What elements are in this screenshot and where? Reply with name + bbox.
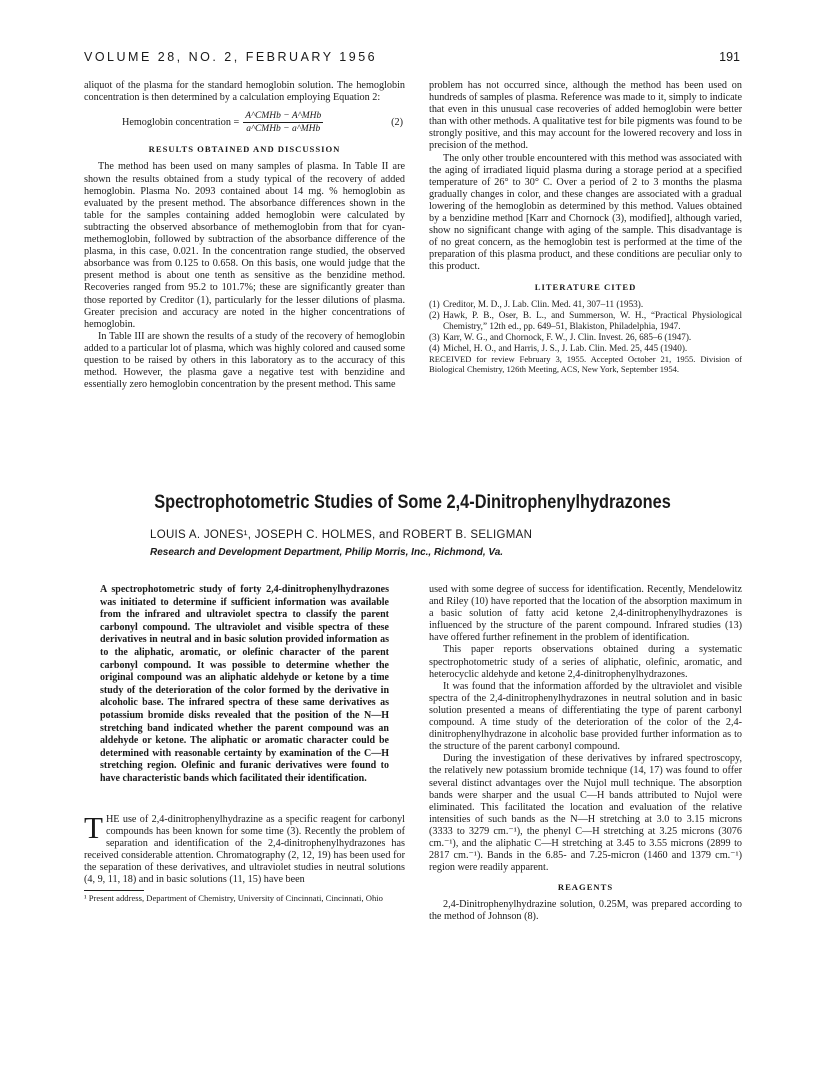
equation-lhs: Hemoglobin concentration = <box>122 116 240 128</box>
equation-2 <box>84 110 405 135</box>
received-note: RECEIVED for review February 3, 1955. Accepted October 21, 1955. Division of Biological Chemistry, 126th Meeting, ACS, New York, September 1954. <box>429 353 742 375</box>
paragraph: The method has been used on many samples of plasma. In Table II are shown the results obtained from a study typical of the recovery of added hemoglobin. Plasma No. 2093 contained about 14 mg. % hemoglobin as evaluated by the present method. The absorbance differences shown in the table for the samples containing added hemoglobin were calculated by subtracting the observed absorbance of methemoglobin from that for cyan-methemoglobin, followed by subtraction of the absorbance difference of the plasma, in this case, 0.021. In the concentration range studied, the observed absorbance was from 0.125 to 0.658. On this basis, one would judge that the present method is about one tenth as sensitive as the benzidine method. Recoveries ranged from 95.2 to 101.7%; these are significantly greater than those reported by Creditor (1), particularly for the lesser dilutions of plasma. Greater precision and accuracy are noted in the higher concentrations of hemoglobin. <box>84 161 405 330</box>
equation-fraction <box>243 110 323 135</box>
abstract: A spectrophotometric study of forty 2,4-dinitrophenylhydrazones was initiated to determine if sufficient information was available from the infrared and ultraviolet spectra to classify the parent carbonyl compound. The ultraviolet and visible spectra of these derivatives in neutral and in basic solution provided information as to the aliphatic, aromatic, or olefinic character of the parent carbonyl compound. It was possible to determine whether the original compound was an aliphatic aldehyde or ketone by a time study of the deterioration of the color formed by the derivative in alcoholic base. The infrared spectra of these same derivatives as potassium bromide disks revealed that the position of the N—H stretching band indicated whether the parent compound was an aldehyde or ketone. The aliphatic or aromatic character could be determined with reasonable certainty by examination of the C—H stretching region. Olefinic and furanic derivatives were found to have characteristic bands which facilitated their identification. <box>100 584 389 784</box>
section-heading: RESULTS OBTAINED AND DISCUSSION <box>148 144 341 155</box>
introduction-paragraph: THE use of 2,4-dinitrophenylhydrazine as a specific reagent for carbonyl compounds has been known for some time (3). Recently the problem of separation and identification of the 2,4-dinitrophenylhydrazones has received considerable attention. Chromatography (2, 12, 19) has been used for the separation of these derivatives, and ultraviolet studies in neutral solutions (4, 9, 11, 18) and in basic solutions (11, 15) have been <box>84 809 405 885</box>
running-title: VOLUME 28, NO. 2, FEBRUARY 1956 <box>84 50 378 64</box>
footnote: ¹ Present address, Department of Chemistry, University of Cincinnati, Cincinnati, Ohio <box>84 893 383 904</box>
reference-item: (3) Karr, W. G., and Chornock, F. W., J. Clin. Invest. 26, 685–6 (1947). <box>429 331 692 342</box>
paragraph: The only other trouble encountered with this method was associated with the aging of irradiated liquid plasma during a storage period at a specified temperature of 26° to 30° C. Over a period of 2 to 3 months the plasma gradually changes in color, and these changes are associated with a gradual lowering of the hemoglobin as determined by this method. Values obtained by a benzidine method [Karr and Chornock (3), modified], although varied, show no significant change with aging of the sample. This disadvantage is of no great concern, as the hemoglobin test is performed at the time of the preparation of this plasma product, and these conditions are peculiar only to this product. <box>429 152 742 273</box>
paragraph: used with some degree of success for identification. Recently, Mendelowitz and Riley (10) have reported that the location of the absorption maximum in a basic solution of fatty acid ketone 2,4-dinitrophenylhydrazones is influenced by the structure of the parent compound. Infrared studies (13) have offered further refinement in the problem of identification. <box>429 584 742 644</box>
equation-numerator: A^CMHb − A^MHb <box>243 110 323 123</box>
running-header <box>84 50 740 64</box>
paragraph: aliquot of the plasma for the standard hemoglobin solution. The hemoglobin concentration is then determined by a calculation employing Equation 2: <box>84 80 405 104</box>
paragraph: 2,4-Dinitrophenylhydrazine solution, 0.25M, was prepared according to the method of Johnson (8). <box>429 899 742 923</box>
reference-item: (2) Hawk, P. B., Oser, B. L., and Summerson, W. H., “Practical Physiological Chemistry,” 12th ed., pp. 649–51, Blakiston, Philadelphia, 1947. <box>429 309 742 331</box>
equation-number: (2) <box>391 116 403 128</box>
paragraph: This paper reports observations obtained during a systematic spectrophotometric study of a series of aliphatic, olefinic, aromatic, and heterocyclic aldehyde and ketone 2,4-dinitrophenylhydrazones. <box>429 644 742 680</box>
paragraph: problem has not occurred since, although the method has been used on hundreds of samples of plasma. Reference was made to it, simply to indicate that even in this unusual case recoveries of added hemoglobin were better than with other methods. A qualitative test for bile pigments was found to be strongly positive, and this may account for the lowered recovery and loss in precision of the method. <box>429 80 742 152</box>
paragraph: In Table III are shown the results of a study of the recovery of hemoglobin added to a particular lot of plasma, which was highly colored and caused some question to be raised by others in this laboratory as to the accuracy of this method. However, the plasma gave a negative test with benzidine and essentially zero hemoglobin concentration by the present method. This same <box>84 330 405 391</box>
reference-item: (1) Creditor, M. D., J. Lab. Clin. Med. 41, 307–11 (1953). <box>429 298 644 309</box>
page-number: 191 <box>719 50 740 64</box>
paragraph: During the investigation of these derivatives by infrared spectroscopy, the relatively new potassium bromide technique (14, 17) was found to offer several distinct advantages over the Nujol mull technique. The absorption bands were sharper and the usual C—H bands attributed to Nujol were eliminated. This facilitated the location and evaluation of the relative intensities of such bands as the N—H stretching at 3.0 to 3.15 microns (3333 to 3279 cm.⁻¹), the phenyl C—H stretching at 3.25 microns (3076 cm.⁻¹), and the aliphatic C—H stretching at 3.45 to 3.55 microns (2899 to 2817 cm.⁻¹). Bands in the 6.85- and 7.25-micron (1460 and 1379 cm.⁻¹) region were readily apparent. <box>429 753 742 874</box>
article-affiliation: Research and Development Department, Philip Morris, Inc., Richmond, Va. <box>150 547 504 558</box>
drop-cap: T <box>84 809 103 845</box>
reagents-heading: REAGENTS <box>557 882 614 893</box>
reference-item: (4) Michel, H. O., and Harris, J. S., J. Lab. Clin. Med. 25, 445 (1940). <box>429 342 688 353</box>
footnote-rule <box>84 890 144 891</box>
lower-right-column <box>429 584 742 924</box>
article-title: Spectrophotometric Studies of Some 2,4-Dinitrophenylhydrazones <box>154 492 671 513</box>
paragraph: It was found that the information afforded by the ultraviolet and visible spectra of the 2,4-dinitrophenylhydrazones in neutral solution and in basic solution presented a means of differentiating the type of parent carbonyl compound. A time study of the deterioration of the color of the 2,4-dinitrophenylhydrazone in alcoholic base provided further information as to the structure of the parent carbonyl compound. <box>429 680 742 753</box>
literature-heading: LITERATURE CITED <box>534 281 637 292</box>
upper-right-column <box>429 80 742 375</box>
lower-left-column <box>84 584 405 903</box>
reference-list <box>429 299 742 354</box>
upper-left-column <box>84 80 405 391</box>
equation-denominator: a^CMHb − a^MHb <box>246 124 321 135</box>
article-authors: LOUIS A. JONES¹, JOSEPH C. HOLMES, and ROBERT B. SELIGMAN <box>150 529 533 541</box>
